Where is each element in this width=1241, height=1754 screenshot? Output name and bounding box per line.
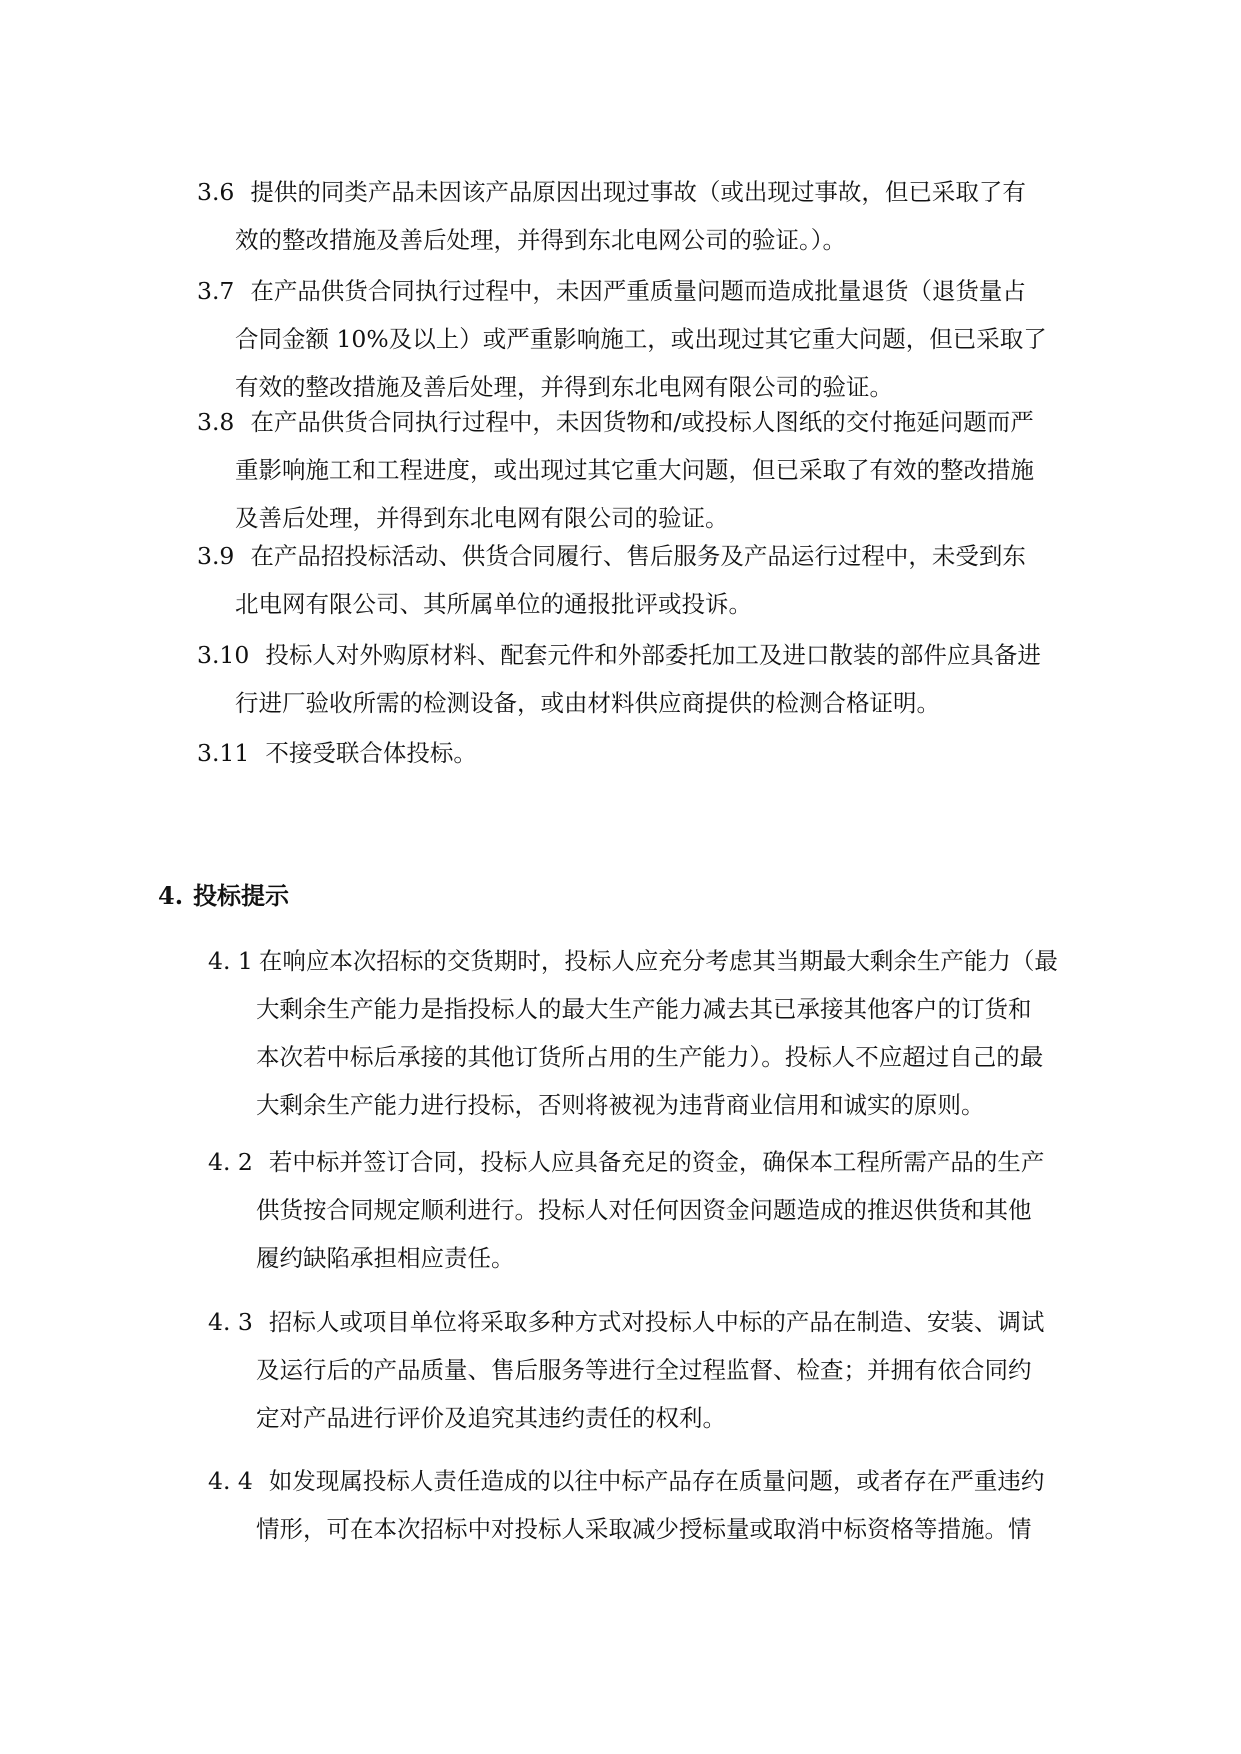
clause-3-11 — [197, 729, 1077, 777]
clause-line: 定对产品进行评价及追究其违约责任的权利。 — [256, 1404, 726, 1432]
clause-line: 本次若中标后承接的其他订货所占用的生产能力）。投标人不应超过自己的最 — [256, 1043, 1044, 1071]
clause-text: 在产品供货合同执行过程中，未因货物和/或投标人图纸的交付拖延问题而严 — [250, 408, 1034, 436]
clause-number: 3.9 — [197, 542, 235, 570]
clause-line: 情形，可在本次招标中对投标人采取减少授标量或取消中标资格等措施。情 — [256, 1515, 1032, 1543]
clause-3-10 — [197, 631, 1077, 727]
clause-line: 及运行后的产品质量、售后服务等进行全过程监督、检查；并拥有依合同约 — [256, 1356, 1032, 1384]
clause-line: 效的整改措施及善后处理，并得到东北电网公司的验证。）。 — [235, 226, 846, 254]
clause-line: 有效的整改措施及善后处理，并得到东北电网有限公司的验证。 — [235, 373, 893, 401]
clause-line — [208, 937, 1088, 985]
clause-line: 供货按合同规定顺利进行。投标人对任何因资金问题造成的推迟供货和其他 — [256, 1196, 1032, 1224]
clause-line: 大剩余生产能力是指投标人的最大生产能力减去其已承接其他客户的订货和 — [256, 995, 1032, 1023]
section-heading — [158, 872, 289, 920]
clause-number: 3.11 — [197, 739, 250, 767]
clause-line: 及善后处理，并得到东北电网有限公司的验证。 — [235, 504, 729, 532]
clause-line: 合同金额 10%及以上）或严重影响施工，或出现过其它重大问题，但已采取了 — [235, 325, 1047, 353]
clause-number: 4. 1 — [208, 947, 253, 975]
clause-number: 3.6 — [197, 178, 235, 206]
clause-line — [208, 1138, 1088, 1186]
clause-line — [208, 1298, 1088, 1346]
clause-number: 4. 3 — [208, 1308, 253, 1336]
clause-4-3 — [208, 1298, 1088, 1442]
clause-3-7 — [197, 267, 1077, 411]
clause-text: 在响应本次招标的交货期时，投标人应充分考虑其当期最大剩余生产能力（最 — [258, 947, 1058, 975]
clause-4-4 — [208, 1457, 1088, 1553]
clause-text: 若中标并签订合同，投标人应具备充足的资金，确保本工程所需产品的生产 — [268, 1148, 1045, 1176]
clause-line — [197, 267, 1077, 315]
clause-line — [197, 168, 1077, 216]
clause-4-2 — [208, 1138, 1088, 1282]
clause-text: 在产品供货合同执行过程中，未因严重质量问题而造成批量退货（退货量占 — [250, 277, 1026, 305]
clause-line: 大剩余生产能力进行投标，否则将被视为违背商业信用和诚实的原则。 — [256, 1091, 985, 1119]
clause-line — [197, 532, 1077, 580]
clause-3-8 — [197, 398, 1077, 542]
clause-text: 如发现属投标人责任造成的以往中标产品存在质量问题，或者存在严重违约 — [268, 1467, 1045, 1495]
section-number: 4. — [158, 881, 184, 910]
clause-text: 招标人或项目单位将采取多种方式对投标人中标的产品在制造、安装、调试 — [268, 1308, 1045, 1336]
clause-line: 北电网有限公司、其所属单位的通报批评或投诉。 — [235, 590, 752, 618]
clause-line: 重影响施工和工程进度，或出现过其它重大问题，但已采取了有效的整改措施 — [235, 456, 1034, 484]
clause-number: 3.7 — [197, 277, 235, 305]
clause-number: 3.10 — [197, 641, 250, 669]
clause-number: 4. 2 — [208, 1148, 253, 1176]
clause-number: 3.8 — [197, 408, 235, 436]
clause-3-6 — [197, 168, 1077, 264]
clause-line — [197, 729, 1077, 777]
clause-4-1 — [208, 937, 1088, 1129]
clause-text: 在产品招投标活动、供货合同履行、售后服务及产品运行过程中，未受到东 — [250, 542, 1026, 570]
clause-line — [208, 1457, 1088, 1505]
section-title: 投标提示 — [193, 881, 290, 910]
clause-3-9 — [197, 532, 1077, 628]
clause-text: 提供的同类产品未因该产品原因出现过事故（或出现过事故，但已采取了有 — [250, 178, 1026, 206]
clause-line — [197, 398, 1077, 446]
clause-line: 履约缺陷承担相应责任。 — [256, 1244, 515, 1272]
clause-line: 行进厂验收所需的检测设备，或由材料供应商提供的检测合格证明。 — [235, 689, 940, 717]
clause-text: 不接受联合体投标。 — [265, 739, 477, 767]
clause-number: 4. 4 — [208, 1467, 253, 1495]
clause-line — [197, 631, 1077, 679]
clause-text: 投标人对外购原材料、配套元件和外部委托加工及进口散装的部件应具备进 — [265, 641, 1041, 669]
